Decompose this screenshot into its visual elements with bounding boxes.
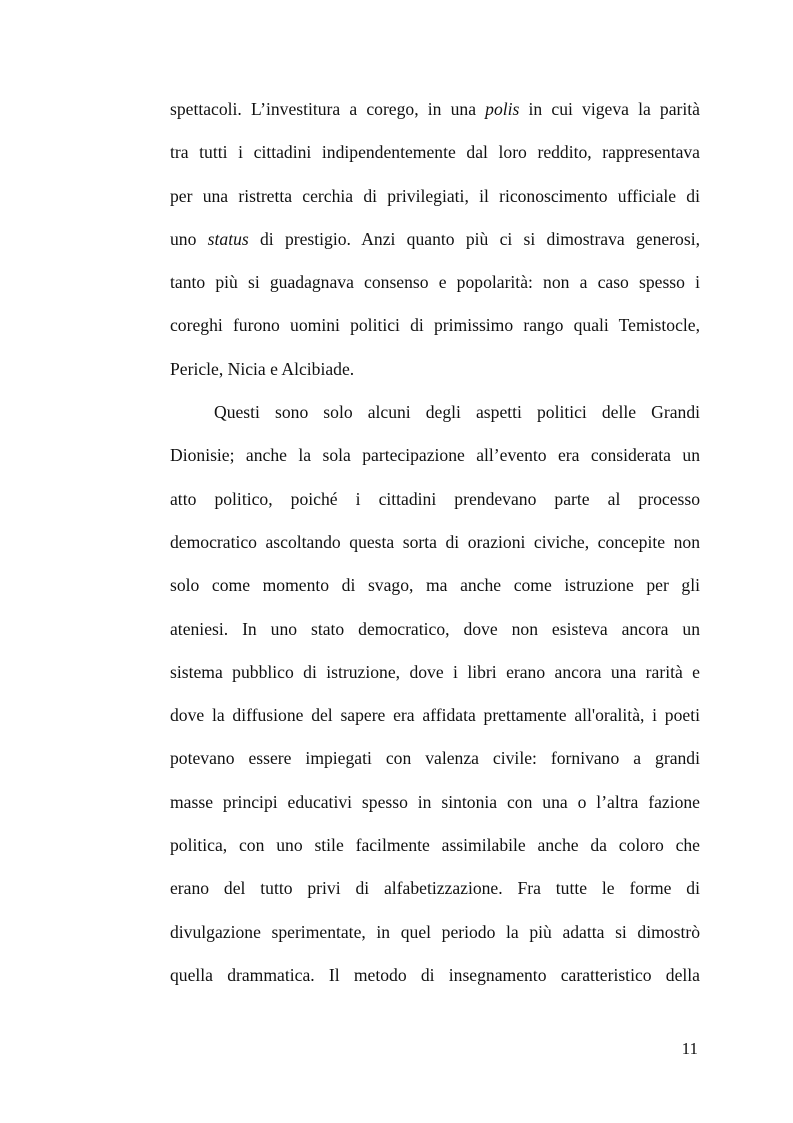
text-segment: politica, con uno stile facilmente assimilabile anche da coloro che [170,835,700,856]
page-number: 11 [681,1039,698,1058]
text-segment: ateniesi. In uno stato democratico, dove non esisteva ancora un [170,618,700,639]
text-segment: spettacoli. L’investitura a corego, in una [170,99,486,119]
text-segment: uno [170,228,208,249]
text-segment: democratico ascoltando questa sorta di orazioni civiche, concepite non [170,531,700,552]
text-line [170,478,700,521]
text-segment: Pericle, Nicia e Alcibiade. [170,358,355,379]
text-segment: di prestigio. Anzi quanto più ci si dimostrava generosi, [248,228,700,249]
text-segment: in cui vigeva la parità [519,99,700,119]
text-line [170,218,700,261]
text-line [170,954,700,997]
text-segment: potevano essere impiegati con valenza civile: fornivano a grandi [170,748,700,769]
text-line [170,175,700,218]
paragraph [170,88,700,391]
text-segment: tanto più si guadagnava consenso e popolarità: non a caso spesso i [170,272,700,293]
body-text [170,88,700,997]
text-line [170,88,700,131]
text-line [170,521,700,564]
text-line [170,824,700,867]
text-line [170,348,700,391]
text-segment: quella drammatica. Il metodo di insegnamento caratteristico della [170,964,700,985]
text-line [170,564,700,607]
text-line [170,434,700,477]
text-line [170,737,700,780]
text-line [170,304,700,347]
text-segment: coreghi furono uomini politici di primissimo rango quali Temistocle, [170,315,700,336]
text-segment: sistema pubblico di istruzione, dove i libri erano ancora una rarità e [170,661,700,682]
text-segment: Questi sono solo alcuni degli aspetti politici delle Grandi [214,402,700,423]
text-line [170,391,700,434]
text-segment: tra tutti i cittadini indipendentemente dal loro reddito, rappresentava [170,142,700,163]
italic-term: status [207,228,249,249]
text-segment: masse principi educativi spesso in sintonia con una o l’altra fazione [170,791,700,812]
text-line [170,131,700,174]
text-segment: atto politico, poiché i cittadini prendevano parte al processo [170,488,700,509]
text-line [170,781,700,824]
paragraph [170,391,700,997]
text-segment: solo come momento di svago, ma anche come istruzione per gli [170,575,700,596]
text-line [170,651,700,694]
italic-term: polis [485,99,520,119]
text-line [170,261,700,304]
text-segment: per una ristretta cerchia di privilegiati, il riconoscimento ufficiale di [170,185,700,206]
text-line [170,867,700,910]
text-segment: Dionisie; anche la sola partecipazione all’evento era considerata un [170,445,700,466]
text-line [170,608,700,651]
text-segment: dove la diffusione del sapere era affidata prettamente all'oralità, i poeti [170,705,700,726]
text-segment: erano del tutto privi di alfabetizzazione. Fra tutte le forme di [170,878,700,899]
text-segment: divulgazione sperimentate, in quel periodo la più adatta si dimostrò [170,921,700,942]
text-line [170,911,700,954]
text-line [170,694,700,737]
